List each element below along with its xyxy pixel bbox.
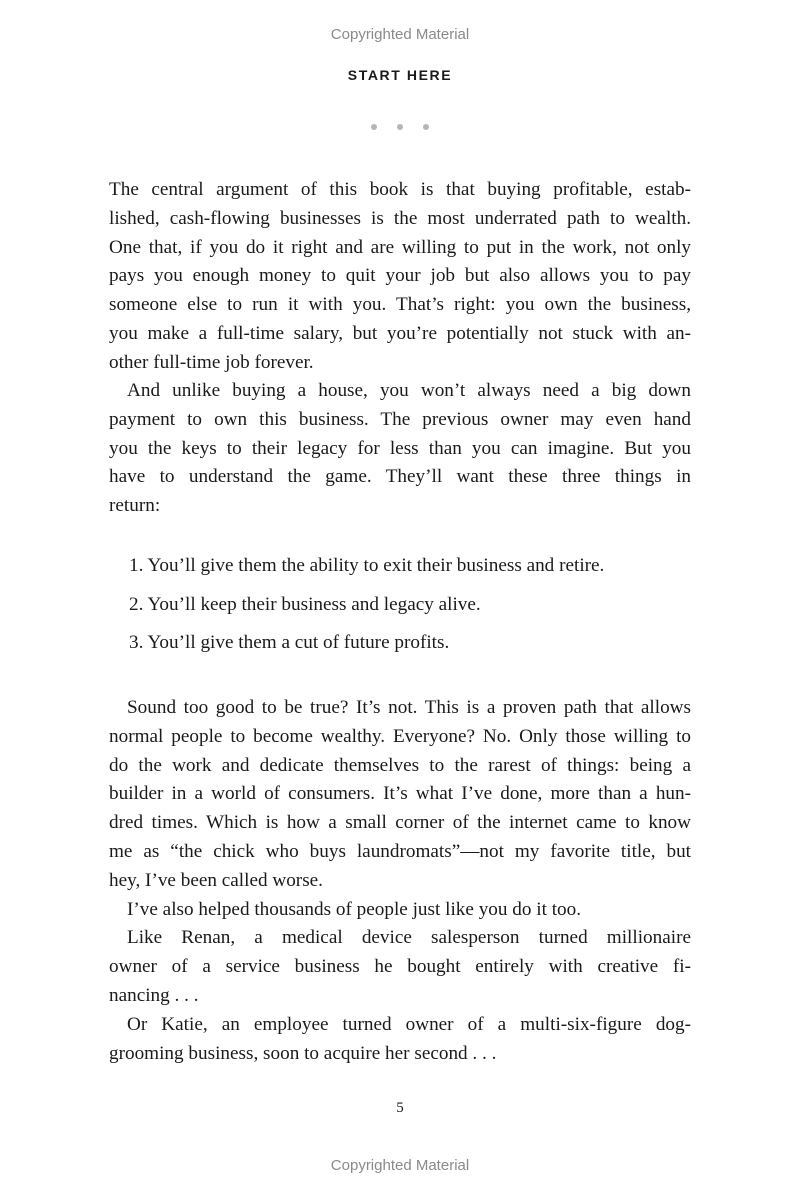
text-line: owner of a service business he bought entirely with creative fi- (109, 956, 691, 978)
text-line: return: (109, 495, 161, 517)
text-line: someone else to run it with you. That’s right: you own the business, (109, 294, 691, 316)
text-line: lished, cash-flowing businesses is the most underrated path to wealth. (109, 207, 691, 229)
text-line: pays you enough money to quit your job but also allows you to pay (109, 265, 691, 287)
text-line: I’ve also helped thousands of people just like you do it too. (127, 898, 582, 920)
text-line: grooming business, soon to acquire her second . . . (109, 1042, 497, 1064)
paragraph-proven-path (109, 694, 691, 1068)
text-line: me as “the chick who buys laundromats”—not my favorite title, but (109, 840, 691, 862)
text-line: normal people to become wealthy. Everyone? No. Only those willing to (109, 725, 691, 747)
ornament-dot (423, 124, 429, 130)
text-line: have to understand the game. They’ll want these three things in (109, 466, 691, 488)
watermark-bottom: Copyrighted Material (330, 1157, 470, 1174)
text-line: other full-time job forever. (109, 351, 314, 373)
text-line: you the keys to their legacy for less than you can imagine. But you (109, 437, 691, 459)
list-item: 3. You’ll give them a cut of future profits. (129, 632, 450, 653)
text-line: Like Renan, a medical device salesperson turned millionaire (127, 927, 691, 949)
ornament-dot (371, 124, 377, 130)
text-line: Or Katie, an employee turned owner of a multi-six-figure dog- (127, 1013, 691, 1035)
text-line: And unlike buying a house, you won’t always need a big down (127, 380, 691, 401)
section-ornament (0, 124, 800, 130)
text-line: The central argument of this book is that buying profitable, estab- (109, 179, 691, 200)
text-line: you make a full-time salary, but you’re potentially not stuck with an- (109, 322, 691, 344)
text-line: One that, if you do it right and are willing to put in the work, not only (109, 236, 691, 258)
paragraph-intro (109, 176, 691, 378)
ornament-dot (397, 124, 403, 130)
page-number: 5 (396, 1100, 404, 1116)
list-item: 1. You’ll give them the ability to exit their business and retire. (129, 555, 605, 576)
paragraph-house (109, 377, 691, 521)
text-line: payment to own this business. The previous owner may even hand (109, 408, 691, 430)
text-line: nancing . . . (109, 984, 199, 1006)
text-line: do the work and dedicate themselves to the rarest of things: being a (109, 754, 691, 776)
text-line: dred times. Which is how a small corner of the internet came to know (109, 812, 691, 834)
numbered-list (129, 552, 689, 668)
list-item: 2. You’ll keep their business and legacy alive. (129, 593, 481, 615)
text-line: builder in a world of consumers. It’s what I’ve done, more than a hun- (109, 783, 691, 805)
text-line: Sound too good to be true? It’s not. This is a proven path that allows (127, 697, 691, 718)
text-line: hey, I’ve been called worse. (109, 869, 323, 891)
watermark-top: Copyrighted Material (330, 26, 470, 43)
chapter-title: START HERE (347, 67, 453, 83)
